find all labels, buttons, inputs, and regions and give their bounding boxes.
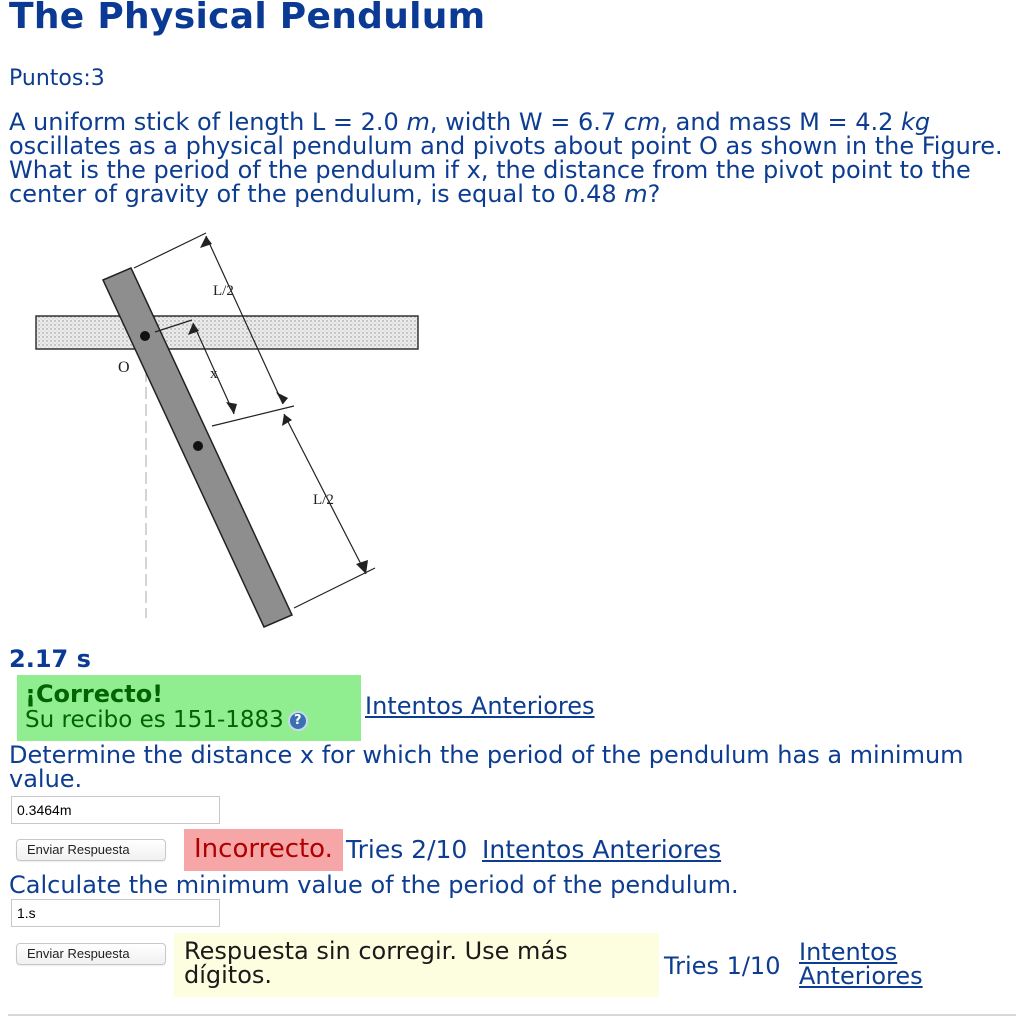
statement-text-2: , width W = 6.7 <box>429 108 624 136</box>
label-half-length-top: L/2 <box>213 283 234 299</box>
tries-count-2: Tries 2/10 <box>346 835 468 864</box>
label-half-length-bottom: L/2 <box>313 492 334 508</box>
label-x: x <box>210 366 218 382</box>
label-pivot-o: O <box>118 359 130 376</box>
submit-answer-button-3[interactable]: Enviar Respuesta <box>16 943 166 965</box>
unchecked-feedback: Respuesta sin corregir. Use más dígitos. <box>174 933 659 997</box>
unit-mass: kg <box>901 108 931 136</box>
statement-text-1: A uniform stick of length L = 2.0 <box>9 108 407 136</box>
pivot-dot <box>140 331 150 341</box>
previous-attempts-link-3[interactable]: Intentos Anteriores <box>799 938 923 990</box>
previous-attempts-link-1[interactable]: Intentos Anteriores <box>365 692 595 720</box>
support-beam <box>36 316 418 349</box>
part2-question: Determine the distance x for which the period of the pendulum has a minimum value. <box>9 741 964 793</box>
unit-length: m <box>406 108 430 136</box>
unit-width: cm <box>623 108 661 136</box>
submit-answer-button-2[interactable]: Enviar Respuesta <box>16 839 166 861</box>
page-title: The Physical Pendulum <box>9 0 486 37</box>
part3-answer-input[interactable]: 1.s <box>11 899 220 927</box>
statement-text-5: ? <box>647 180 661 208</box>
tries-count-3: Tries 1/10 <box>664 952 781 980</box>
pendulum-figure <box>30 228 430 628</box>
part3-question: Calculate the minimum value of the period of the pendulum. <box>9 871 739 899</box>
correct-title: ¡Correcto! <box>25 680 164 708</box>
bottom-divider <box>8 1014 1016 1016</box>
receipt-line <box>25 707 361 733</box>
correct-feedback-box <box>17 675 361 741</box>
statement-text-4: oscillates as a physical pendulum and pivots about point O as shown in the Figure. What is the period of the pendulum if x, the distance from the pivot point to the center of gravity of the pendulum, is equal to 0.48 <box>9 132 1003 208</box>
receipt-text: Su recibo es 151-1883 <box>25 707 284 733</box>
points-label: Puntos:3 <box>9 66 105 91</box>
problem-statement <box>9 110 1014 206</box>
part2-answer-input[interactable]: 0.3464m <box>11 796 220 824</box>
previous-attempts-link-2[interactable]: Intentos Anteriores <box>482 835 722 864</box>
part1-answer: 2.17 s <box>9 645 91 673</box>
center-of-gravity-dot <box>193 441 203 451</box>
incorrect-feedback: Incorrecto. <box>184 829 343 871</box>
help-icon[interactable]: ? <box>288 711 308 731</box>
statement-text-3: , and mass M = 4.2 <box>660 108 901 136</box>
unit-distance: m <box>624 180 648 208</box>
